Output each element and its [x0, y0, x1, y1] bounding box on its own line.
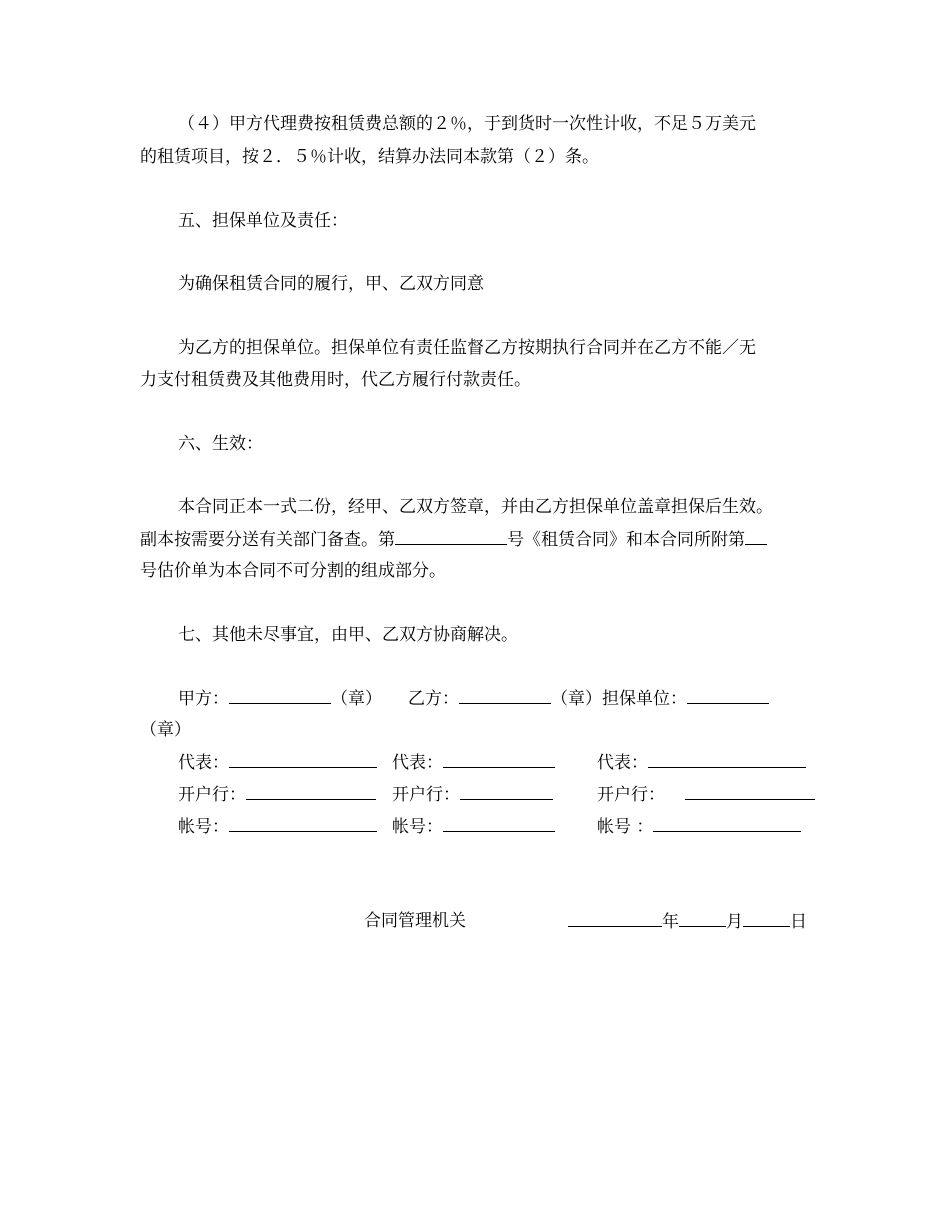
section5-para1: 为确保租赁合同的履行，甲、乙双方同意: [178, 274, 484, 294]
party-b-seal: （章）: [551, 689, 602, 709]
party-a-bank: [178, 783, 376, 806]
party-a-account: [178, 815, 377, 838]
representative-label: 代表：: [392, 753, 443, 773]
section5-heading: 五、担保单位及责任：: [178, 211, 348, 231]
day-blank: [743, 910, 790, 927]
guarantor-representative: [597, 751, 806, 774]
section6-line2-prefix: 副本按需要分送有关部门备查。第: [140, 530, 395, 550]
representative-label: 代表：: [597, 753, 648, 773]
party-b-account: [392, 815, 555, 838]
party-b-representative-blank: [443, 751, 555, 768]
party-a-seal: （章）: [331, 689, 382, 709]
guarantor-label: 担保单位：: [602, 689, 687, 709]
party-b-label: 乙方：: [408, 689, 459, 709]
guarantor-account-blank: [653, 815, 801, 832]
section6-heading: 六、生效：: [178, 434, 263, 454]
guarantor-bank: [597, 783, 815, 806]
section6-line3: 号估价单为本合同不可分割的组成部分。: [140, 561, 446, 581]
party-b-representative: [392, 751, 555, 774]
section6-line2: [140, 528, 767, 551]
party-a-representative-blank: [229, 751, 377, 768]
bank-label: 开户行：: [392, 785, 460, 805]
section6-line2-middle: 号《租赁合同》和本合同所附第: [507, 530, 745, 550]
bank-label: 开户行：: [597, 785, 665, 805]
section7-heading: 七、其他未尽事宜，由甲、乙双方协商解决。: [178, 625, 518, 645]
account-label: 帐号：: [178, 817, 229, 837]
party-a-bank-blank: [246, 783, 376, 800]
day-label: 日: [790, 912, 807, 932]
party-a-label: 甲方：: [178, 689, 229, 709]
guarantor-blank: [687, 687, 769, 704]
clause4-line1: （４）甲方代理费按租赁费总额的２％，于到货时一次性计收，不足５万美元: [178, 114, 756, 134]
signature-row: [178, 687, 769, 710]
section6-line1: 本合同正本一式二份，经甲、乙双方签章，并由乙方担保单位盖章担保后生效。: [178, 497, 773, 517]
bank-label: 开户行：: [178, 785, 246, 805]
month-label: 月: [726, 912, 743, 932]
guarantor-seal: （章）: [140, 720, 191, 740]
month-blank: [679, 910, 726, 927]
party-b-blank: [459, 687, 551, 704]
party-a-representative: [178, 751, 377, 774]
representative-label: 代表：: [178, 753, 229, 773]
account-label: 帐号 ：: [597, 817, 654, 837]
estimate-number-blank: [745, 528, 767, 545]
guarantor-bank-blank: [685, 783, 815, 800]
party-b-bank-blank: [460, 783, 553, 800]
party-a-account-blank: [229, 815, 377, 832]
clause4-line2: 的租赁项目，按２．５％计收，结算办法同本款第（２）条。: [140, 147, 599, 167]
section5-para2-line1: 为乙方的担保单位。担保单位有责任监督乙方按期执行合同并在乙方不能／无: [178, 338, 756, 358]
guarantor-representative-blank: [648, 751, 806, 768]
guarantor-account: [597, 815, 801, 838]
party-a-blank: [229, 687, 331, 704]
year-label: 年: [662, 912, 679, 932]
year-blank: [568, 910, 662, 927]
date-line: [568, 910, 807, 933]
section5-para2-line2: 力支付租赁费及其他费用时，代乙方履行付款责任。: [140, 370, 531, 390]
party-b-account-blank: [443, 815, 555, 832]
contract-number-blank: [395, 528, 507, 545]
account-label: 帐号：: [392, 817, 443, 837]
party-b-bank: [392, 783, 553, 806]
contract-authority: 合同管理机关: [364, 911, 466, 931]
